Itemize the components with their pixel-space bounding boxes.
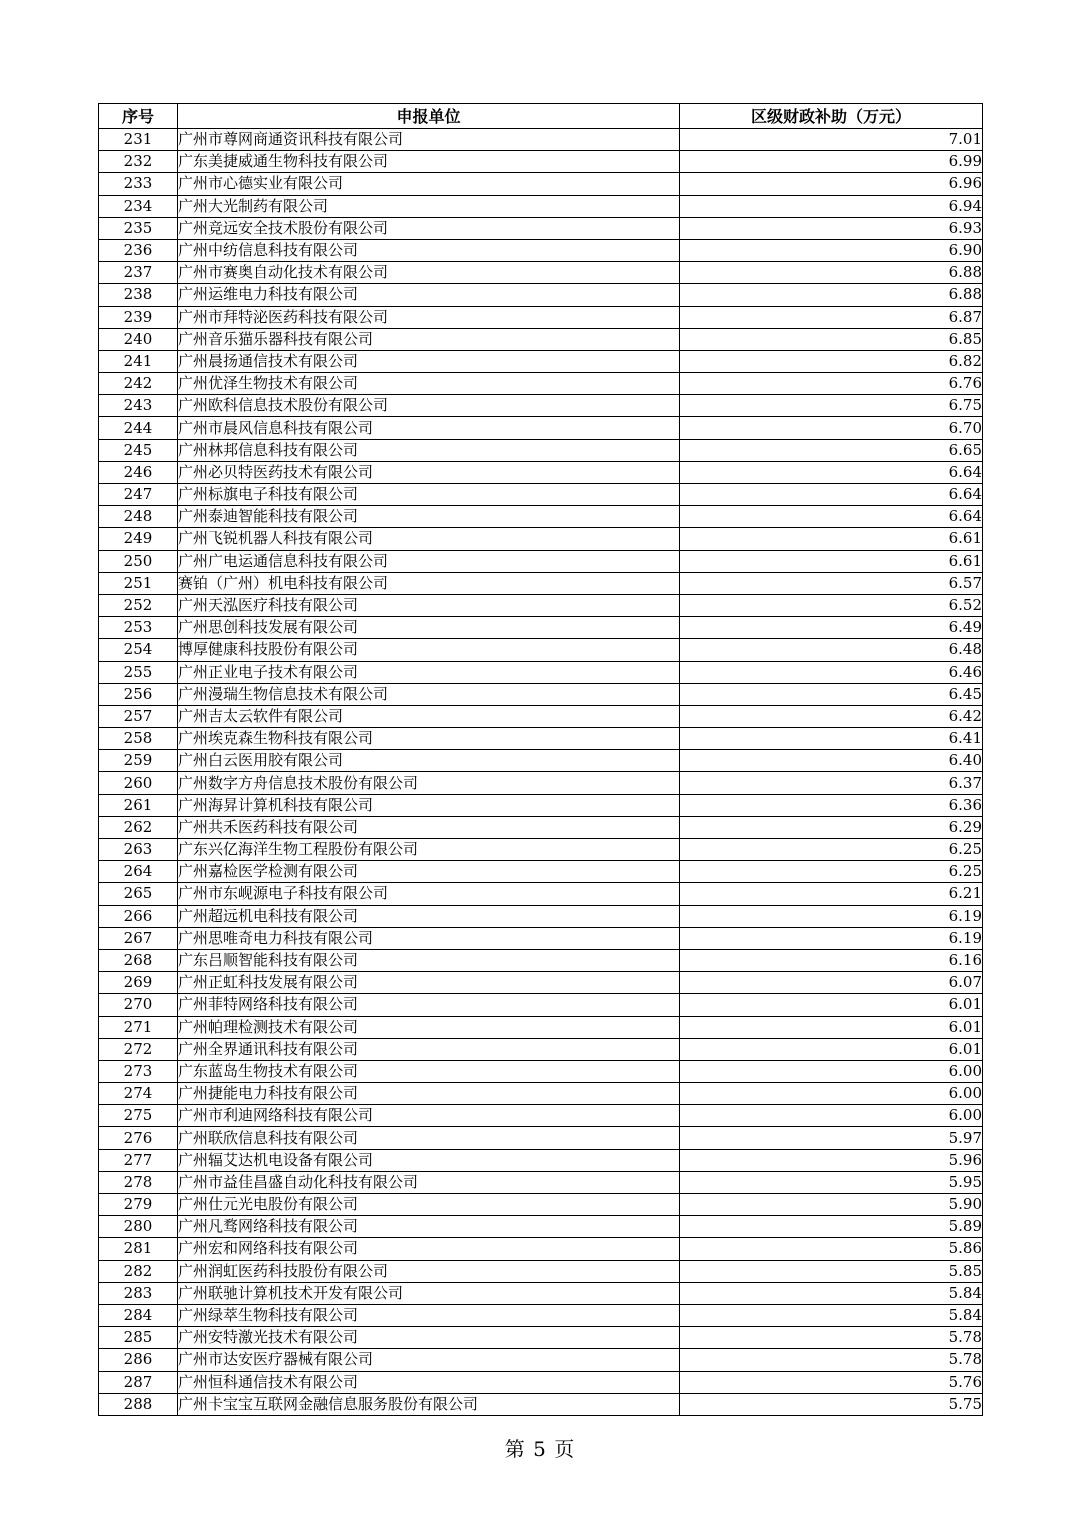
table-row <box>99 1083 983 1105</box>
row-applicant-unit: 广州中纺信息科技有限公司 <box>178 239 680 261</box>
row-serial-number: 278 <box>99 1171 178 1193</box>
row-serial-number: 233 <box>99 173 178 195</box>
row-serial-number: 264 <box>99 861 178 883</box>
row-applicant-unit: 广州广电运通信息科技有限公司 <box>178 550 680 572</box>
row-serial-number: 236 <box>99 239 178 261</box>
row-applicant-unit: 赛铂（广州）机电科技有限公司 <box>178 572 680 594</box>
row-applicant-unit: 广州全界通讯科技有限公司 <box>178 1038 680 1060</box>
row-applicant-unit: 广州思唯奇电力科技有限公司 <box>178 927 680 949</box>
row-subsidy-amount: 5.89 <box>680 1216 983 1238</box>
table-row <box>99 151 983 173</box>
row-subsidy-amount: 6.48 <box>680 639 983 661</box>
table-row <box>99 373 983 395</box>
row-subsidy-amount: 6.94 <box>680 195 983 217</box>
table-row <box>99 1105 983 1127</box>
row-serial-number: 270 <box>99 994 178 1016</box>
table-row <box>99 550 983 572</box>
row-subsidy-amount: 7.01 <box>680 129 983 151</box>
table-row <box>99 195 983 217</box>
row-serial-number: 259 <box>99 750 178 772</box>
row-serial-number: 271 <box>99 1016 178 1038</box>
table-row <box>99 284 983 306</box>
row-applicant-unit: 广州晨扬通信技术有限公司 <box>178 350 680 372</box>
row-subsidy-amount: 5.84 <box>680 1282 983 1304</box>
table-row <box>99 1238 983 1260</box>
row-serial-number: 261 <box>99 794 178 816</box>
row-applicant-unit: 广州安特激光技术有限公司 <box>178 1327 680 1349</box>
row-subsidy-amount: 6.52 <box>680 594 983 616</box>
row-subsidy-amount: 6.76 <box>680 373 983 395</box>
row-applicant-unit: 广州海昇计算机科技有限公司 <box>178 794 680 816</box>
row-applicant-unit: 广州林邦信息科技有限公司 <box>178 439 680 461</box>
row-applicant-unit: 广州数字方舟信息技术股份有限公司 <box>178 772 680 794</box>
row-serial-number: 267 <box>99 927 178 949</box>
table-row <box>99 350 983 372</box>
row-applicant-unit: 广州市东岘源电子科技有限公司 <box>178 883 680 905</box>
table-row <box>99 572 983 594</box>
table-row <box>99 927 983 949</box>
table-row <box>99 1149 983 1171</box>
page-number: 第 5 页 <box>504 1437 576 1461</box>
row-serial-number: 245 <box>99 439 178 461</box>
row-subsidy-amount: 6.64 <box>680 484 983 506</box>
row-applicant-unit: 广州帕理检测技术有限公司 <box>178 1016 680 1038</box>
row-serial-number: 242 <box>99 373 178 395</box>
row-applicant-unit: 广州宏和网络科技有限公司 <box>178 1238 680 1260</box>
row-applicant-unit: 广州市利迪网络科技有限公司 <box>178 1105 680 1127</box>
table-row <box>99 861 983 883</box>
table-row <box>99 439 983 461</box>
row-applicant-unit: 广州大光制药有限公司 <box>178 195 680 217</box>
table-row <box>99 506 983 528</box>
row-serial-number: 275 <box>99 1105 178 1127</box>
row-serial-number: 240 <box>99 328 178 350</box>
row-serial-number: 283 <box>99 1282 178 1304</box>
row-subsidy-amount: 6.61 <box>680 550 983 572</box>
row-serial-number: 276 <box>99 1127 178 1149</box>
row-subsidy-amount: 5.78 <box>680 1349 983 1371</box>
row-serial-number: 280 <box>99 1216 178 1238</box>
table-row <box>99 484 983 506</box>
row-applicant-unit: 广州优泽生物技术有限公司 <box>178 373 680 395</box>
header-row <box>99 104 983 129</box>
row-subsidy-amount: 6.85 <box>680 328 983 350</box>
table-row <box>99 839 983 861</box>
row-subsidy-amount: 5.86 <box>680 1238 983 1260</box>
table-row <box>99 905 983 927</box>
row-serial-number: 256 <box>99 683 178 705</box>
table-row <box>99 1216 983 1238</box>
row-serial-number: 286 <box>99 1349 178 1371</box>
row-subsidy-amount: 6.70 <box>680 417 983 439</box>
table-row <box>99 173 983 195</box>
row-serial-number: 260 <box>99 772 178 794</box>
table-row <box>99 617 983 639</box>
table-row <box>99 1016 983 1038</box>
row-applicant-unit: 广州绿萃生物科技有限公司 <box>178 1304 680 1326</box>
row-serial-number: 252 <box>99 594 178 616</box>
table-row <box>99 1260 983 1282</box>
row-applicant-unit: 广州正业电子技术有限公司 <box>178 661 680 683</box>
row-subsidy-amount: 6.49 <box>680 617 983 639</box>
row-subsidy-amount: 5.95 <box>680 1171 983 1193</box>
row-serial-number: 258 <box>99 728 178 750</box>
table-row <box>99 594 983 616</box>
table-row <box>99 528 983 550</box>
table-row <box>99 1304 983 1326</box>
row-subsidy-amount: 6.64 <box>680 461 983 483</box>
row-serial-number: 250 <box>99 550 178 572</box>
row-serial-number: 239 <box>99 306 178 328</box>
row-applicant-unit: 广州飞锐机器人科技有限公司 <box>178 528 680 550</box>
table-row <box>99 1038 983 1060</box>
table-row <box>99 949 983 971</box>
table-row <box>99 461 983 483</box>
table-row <box>99 994 983 1016</box>
row-subsidy-amount: 5.90 <box>680 1194 983 1216</box>
row-serial-number: 235 <box>99 217 178 239</box>
row-applicant-unit: 广州市晨风信息科技有限公司 <box>178 417 680 439</box>
row-serial-number: 237 <box>99 262 178 284</box>
table-row <box>99 262 983 284</box>
row-serial-number: 269 <box>99 972 178 994</box>
table-row <box>99 417 983 439</box>
table-row <box>99 129 983 151</box>
row-applicant-unit: 广州竞远安全技术股份有限公司 <box>178 217 680 239</box>
row-applicant-unit: 广州恒科通信技术有限公司 <box>178 1371 680 1393</box>
row-applicant-unit: 广东蓝岛生物技术有限公司 <box>178 1060 680 1082</box>
row-subsidy-amount: 6.99 <box>680 151 983 173</box>
row-serial-number: 247 <box>99 484 178 506</box>
row-subsidy-amount: 6.00 <box>680 1105 983 1127</box>
table-row <box>99 1171 983 1193</box>
table-row <box>99 683 983 705</box>
row-applicant-unit: 广州共禾医药科技有限公司 <box>178 816 680 838</box>
row-subsidy-amount: 6.25 <box>680 839 983 861</box>
table-row <box>99 750 983 772</box>
row-applicant-unit: 博厚健康科技股份有限公司 <box>178 639 680 661</box>
subsidy-table <box>98 103 983 1416</box>
table-row <box>99 1060 983 1082</box>
table-row <box>99 306 983 328</box>
row-subsidy-amount: 6.64 <box>680 506 983 528</box>
row-subsidy-amount: 6.87 <box>680 306 983 328</box>
row-subsidy-amount: 6.57 <box>680 572 983 594</box>
row-subsidy-amount: 6.01 <box>680 1016 983 1038</box>
row-serial-number: 257 <box>99 705 178 727</box>
table-row <box>99 217 983 239</box>
row-serial-number: 263 <box>99 839 178 861</box>
table-body <box>99 129 983 1416</box>
row-subsidy-amount: 6.19 <box>680 927 983 949</box>
table-row <box>99 239 983 261</box>
row-subsidy-amount: 6.01 <box>680 994 983 1016</box>
row-serial-number: 273 <box>99 1060 178 1082</box>
row-applicant-unit: 广州必贝特医药技术有限公司 <box>178 461 680 483</box>
row-subsidy-amount: 6.75 <box>680 395 983 417</box>
row-serial-number: 254 <box>99 639 178 661</box>
row-applicant-unit: 广州市拜特泌医药科技有限公司 <box>178 306 680 328</box>
row-subsidy-amount: 6.01 <box>680 1038 983 1060</box>
row-applicant-unit: 广东吕顺智能科技有限公司 <box>178 949 680 971</box>
row-serial-number: 262 <box>99 816 178 838</box>
row-subsidy-amount: 5.78 <box>680 1327 983 1349</box>
row-applicant-unit: 广州凡骛网络科技有限公司 <box>178 1216 680 1238</box>
row-serial-number: 232 <box>99 151 178 173</box>
row-subsidy-amount: 6.45 <box>680 683 983 705</box>
row-subsidy-amount: 6.25 <box>680 861 983 883</box>
row-applicant-unit: 广州超远机电科技有限公司 <box>178 905 680 927</box>
table-row <box>99 772 983 794</box>
row-serial-number: 274 <box>99 1083 178 1105</box>
row-subsidy-amount: 6.40 <box>680 750 983 772</box>
row-applicant-unit: 广州吉太云软件有限公司 <box>178 705 680 727</box>
row-applicant-unit: 广州市益佳昌盛自动化科技有限公司 <box>178 1171 680 1193</box>
row-applicant-unit: 广州联欣信息科技有限公司 <box>178 1127 680 1149</box>
header-applicant-unit: 申报单位 <box>178 104 680 129</box>
row-applicant-unit: 广东兴亿海洋生物工程股份有限公司 <box>178 839 680 861</box>
table-header <box>99 104 983 129</box>
row-serial-number: 266 <box>99 905 178 927</box>
table-row <box>99 728 983 750</box>
row-serial-number: 281 <box>99 1238 178 1260</box>
row-applicant-unit: 广州泰迪智能科技有限公司 <box>178 506 680 528</box>
row-applicant-unit: 广州正虹科技发展有限公司 <box>178 972 680 994</box>
table-row <box>99 972 983 994</box>
row-subsidy-amount: 6.96 <box>680 173 983 195</box>
row-subsidy-amount: 6.36 <box>680 794 983 816</box>
row-applicant-unit: 广州音乐猫乐器科技有限公司 <box>178 328 680 350</box>
table-row <box>99 1194 983 1216</box>
row-applicant-unit: 广州埃克森生物科技有限公司 <box>178 728 680 750</box>
table-row <box>99 1127 983 1149</box>
row-applicant-unit: 广州市赛奥自动化技术有限公司 <box>178 262 680 284</box>
row-serial-number: 268 <box>99 949 178 971</box>
table-row <box>99 816 983 838</box>
header-subsidy-amount: 区级财政补助（万元） <box>680 104 983 129</box>
row-subsidy-amount: 6.00 <box>680 1083 983 1105</box>
row-subsidy-amount: 6.42 <box>680 705 983 727</box>
row-subsidy-amount: 6.90 <box>680 239 983 261</box>
row-subsidy-amount: 6.88 <box>680 284 983 306</box>
row-serial-number: 285 <box>99 1327 178 1349</box>
row-subsidy-amount: 5.97 <box>680 1127 983 1149</box>
table-row <box>99 639 983 661</box>
row-serial-number: 284 <box>99 1304 178 1326</box>
row-serial-number: 241 <box>99 350 178 372</box>
row-subsidy-amount: 6.41 <box>680 728 983 750</box>
row-applicant-unit: 广州市尊网商通资讯科技有限公司 <box>178 129 680 151</box>
row-subsidy-amount: 6.46 <box>680 661 983 683</box>
row-serial-number: 277 <box>99 1149 178 1171</box>
row-applicant-unit: 广州辐艾达机电设备有限公司 <box>178 1149 680 1171</box>
row-applicant-unit: 广州市达安医疗器械有限公司 <box>178 1349 680 1371</box>
row-applicant-unit: 广州菲特网络科技有限公司 <box>178 994 680 1016</box>
row-serial-number: 282 <box>99 1260 178 1282</box>
row-applicant-unit: 广东美捷威通生物科技有限公司 <box>178 151 680 173</box>
row-serial-number: 287 <box>99 1371 178 1393</box>
row-applicant-unit: 广州市心德实业有限公司 <box>178 173 680 195</box>
row-serial-number: 265 <box>99 883 178 905</box>
row-applicant-unit: 广州运维电力科技有限公司 <box>178 284 680 306</box>
row-subsidy-amount: 5.76 <box>680 1371 983 1393</box>
row-subsidy-amount: 6.16 <box>680 949 983 971</box>
row-serial-number: 251 <box>99 572 178 594</box>
table-row <box>99 1282 983 1304</box>
row-serial-number: 279 <box>99 1194 178 1216</box>
row-serial-number: 243 <box>99 395 178 417</box>
row-subsidy-amount: 6.65 <box>680 439 983 461</box>
row-applicant-unit: 广州标旗电子科技有限公司 <box>178 484 680 506</box>
header-serial-number: 序号 <box>99 104 178 129</box>
row-subsidy-amount: 5.84 <box>680 1304 983 1326</box>
row-serial-number: 288 <box>99 1393 178 1415</box>
row-applicant-unit: 广州欧科信息技术股份有限公司 <box>178 395 680 417</box>
row-applicant-unit: 广州白云医用胶有限公司 <box>178 750 680 772</box>
row-serial-number: 246 <box>99 461 178 483</box>
row-serial-number: 248 <box>99 506 178 528</box>
row-applicant-unit: 广州捷能电力科技有限公司 <box>178 1083 680 1105</box>
row-subsidy-amount: 6.21 <box>680 883 983 905</box>
row-applicant-unit: 广州思创科技发展有限公司 <box>178 617 680 639</box>
table-row <box>99 1371 983 1393</box>
row-subsidy-amount: 6.61 <box>680 528 983 550</box>
row-serial-number: 249 <box>99 528 178 550</box>
row-serial-number: 231 <box>99 129 178 151</box>
table-row <box>99 1349 983 1371</box>
row-subsidy-amount: 6.07 <box>680 972 983 994</box>
row-subsidy-amount: 5.75 <box>680 1393 983 1415</box>
row-applicant-unit: 广州嘉检医学检测有限公司 <box>178 861 680 883</box>
table-row <box>99 328 983 350</box>
row-subsidy-amount: 6.37 <box>680 772 983 794</box>
row-serial-number: 255 <box>99 661 178 683</box>
row-serial-number: 238 <box>99 284 178 306</box>
row-subsidy-amount: 6.82 <box>680 350 983 372</box>
table-row <box>99 1393 983 1415</box>
row-subsidy-amount: 6.00 <box>680 1060 983 1082</box>
row-subsidy-amount: 6.29 <box>680 816 983 838</box>
row-applicant-unit: 广州润虹医药科技股份有限公司 <box>178 1260 680 1282</box>
table-row <box>99 1327 983 1349</box>
row-subsidy-amount: 6.19 <box>680 905 983 927</box>
row-serial-number: 234 <box>99 195 178 217</box>
row-applicant-unit: 广州天泓医疗科技有限公司 <box>178 594 680 616</box>
table-row <box>99 883 983 905</box>
table-row <box>99 661 983 683</box>
table-row <box>99 794 983 816</box>
table-row <box>99 395 983 417</box>
row-subsidy-amount: 6.93 <box>680 217 983 239</box>
row-serial-number: 272 <box>99 1038 178 1060</box>
row-serial-number: 244 <box>99 417 178 439</box>
row-subsidy-amount: 5.96 <box>680 1149 983 1171</box>
table-row <box>99 705 983 727</box>
row-applicant-unit: 广州仕元光电股份有限公司 <box>178 1194 680 1216</box>
row-subsidy-amount: 6.88 <box>680 262 983 284</box>
row-applicant-unit: 广州联驰计算机技术开发有限公司 <box>178 1282 680 1304</box>
row-applicant-unit: 广州卡宝宝互联网金融信息服务股份有限公司 <box>178 1393 680 1415</box>
row-applicant-unit: 广州漫瑞生物信息技术有限公司 <box>178 683 680 705</box>
row-serial-number: 253 <box>99 617 178 639</box>
row-subsidy-amount: 5.85 <box>680 1260 983 1282</box>
